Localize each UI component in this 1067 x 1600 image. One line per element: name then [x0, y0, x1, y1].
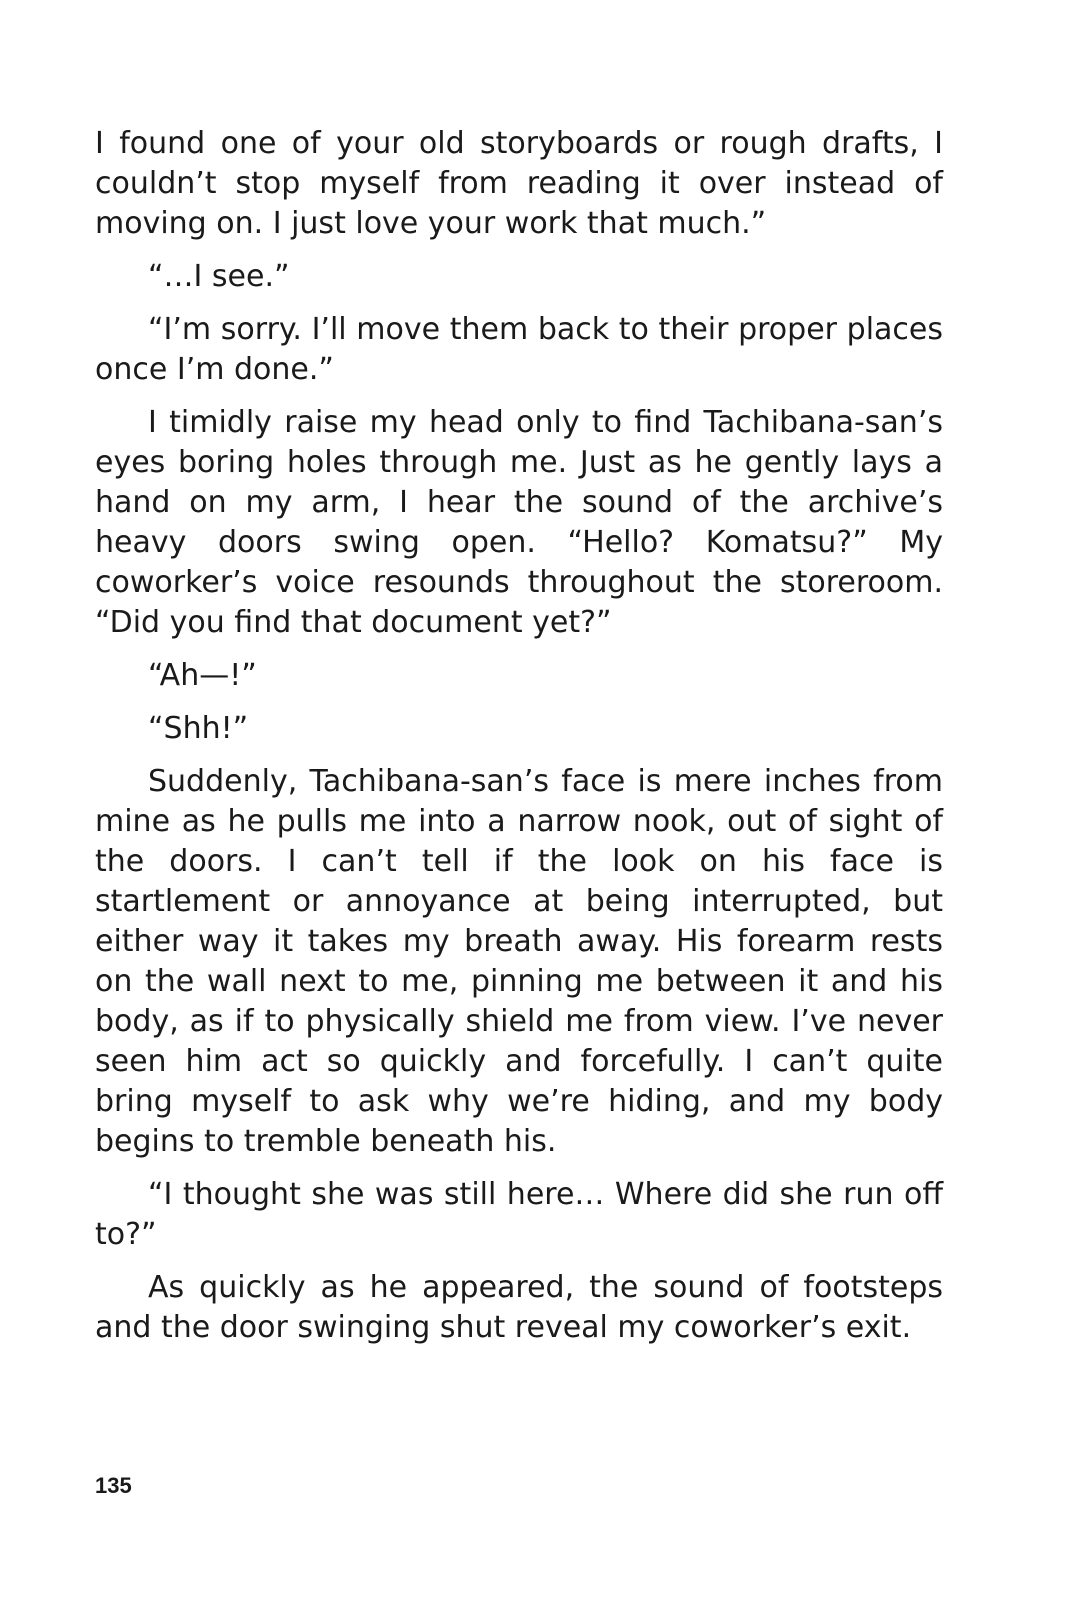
paragraph-dialogue: “…I see.” — [148, 259, 290, 294]
page-number: 135 — [95, 1473, 132, 1498]
paragraph-dialogue: “I’m sorry. I’ll move them back to their proper places once I’m done.” — [95, 312, 943, 387]
paragraph-dialogue: “Shh!” — [148, 711, 249, 746]
paragraph-dialogue: “I thought she was still here… Where did she run off to?” — [95, 1177, 943, 1252]
body-text — [95, 124, 943, 1361]
paragraph-narration: Suddenly, Tachibana-san’s face is mere inches from mine as he pulls me into a narrow nook, out of sight of the doors. I can’t tell if the look on his face is startlement or annoyance at being interrupted, but either way it takes my breath away. His forearm rests on the wall next to me, pinning me between it and his body, as if to physically shield me from view. I’ve never seen him act so quickly and forcefully. I can’t quite bring myself to ask why we’re hiding, and my body begins to tremble beneath his. — [95, 764, 943, 1159]
paragraph-continued: I found one of your old storyboards or rough drafts, I couldn’t stop myself from reading it over instead of moving on. I just love your work that much.” — [95, 126, 943, 241]
paragraph-dialogue: “Ah—!” — [148, 658, 257, 693]
paragraph-narration: I timidly raise my head only to find Tachibana-san’s eyes boring holes through me. Just as he gently lays a hand on my arm, I hear the sound of the archive’s heavy doors swing open. “Hello? Komatsu?” My coworker’s voice resounds throughout the storeroom. “Did you find that document yet?” — [95, 405, 943, 640]
paragraph-narration: As quickly as he appeared, the sound of footsteps and the door swinging shut reveal my coworker’s exit. — [95, 1270, 943, 1345]
